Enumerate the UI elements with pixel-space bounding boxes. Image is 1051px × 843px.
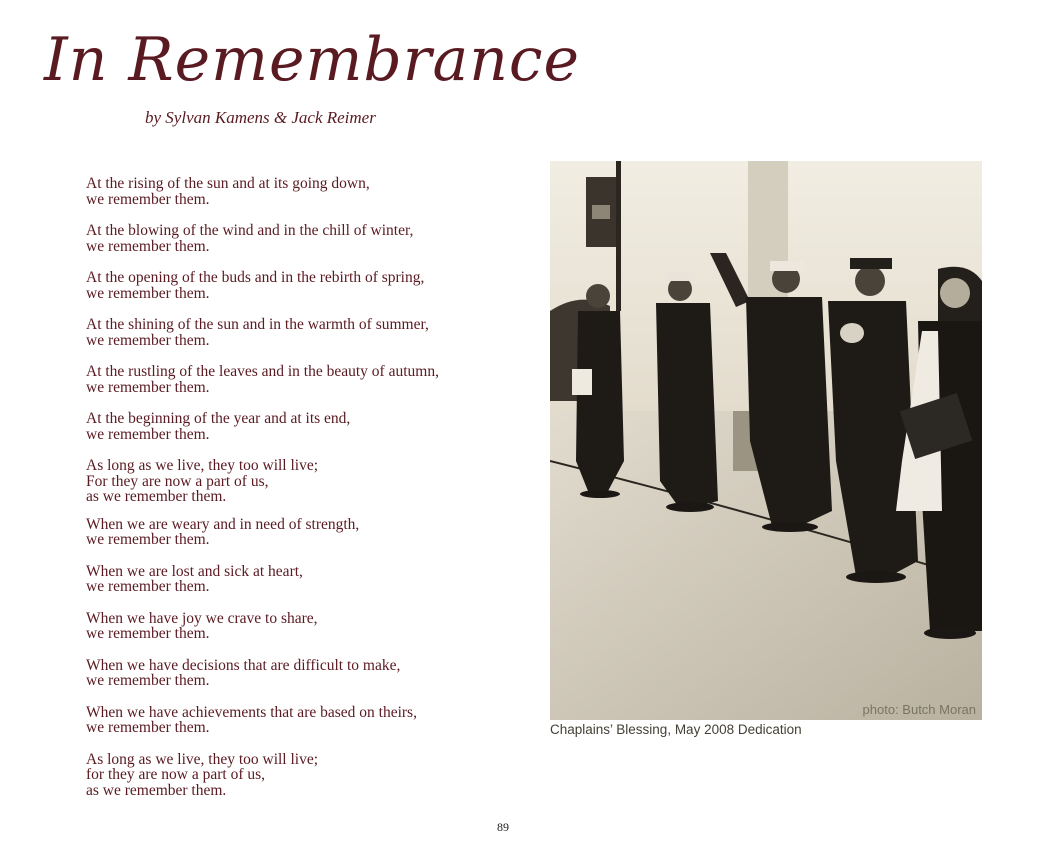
poem-stanza [86,611,506,642]
poem-stanza [86,317,506,348]
poem-line: for they are now a part of us, [86,766,266,783]
poem-line: When we are weary and in need of strength, [86,515,360,533]
poem-line: When we have achievements that are based on theirs, [86,703,417,721]
poem-line: At the beginning of the year and at its end, [86,410,351,427]
poem-line: as we remember them. [86,781,227,799]
poem-stanza [86,364,506,395]
page-number: 89 [497,820,509,834]
poem-line: At the rising of the sun and at its going down, [86,175,370,192]
poem-line: For they are now a part of us, [86,472,269,490]
poem-line: we remember them. [86,719,210,736]
poem-body [86,176,506,814]
poem-stanza [86,270,506,301]
chaplains-blessing-photo [550,161,982,720]
poem-line: When we are lost and sick at heart, [86,562,303,580]
poem-line: At the shining of the sun and in the warmth of summer, [86,316,429,333]
poem-line: At the blowing of the wind and in the chill of winter, [86,222,414,239]
poem-stanza [86,517,506,548]
poem-line: we remember them. [86,531,210,548]
poem-line: as we remember them. [86,488,227,505]
poem-stanza [86,752,506,799]
poem-stanza [86,223,506,254]
poem-line: As long as we live, they too will live; [86,750,319,768]
poem-line: we remember them. [86,578,210,595]
author-byline: by Sylvan Kamens & Jack Reimer [145,108,376,127]
photo-credit: photo: Butch Moran [862,702,976,717]
poem-line: we remember them. [86,425,210,443]
poem-line: we remember them. [86,331,210,349]
poem-stanza [86,176,506,207]
photo-illustration [550,161,982,720]
poem-stanza [86,705,506,736]
poem-line: At the opening of the buds and in the rebirth of spring, [86,269,425,286]
poem-line: we remember them. [86,378,210,396]
poem-stanza [86,458,506,505]
poem-line: When we have joy we crave to share, [86,609,318,627]
poem-line: At the rustling of the leaves and in the beauty of autumn, [86,363,439,380]
page-title: In Remembrance [44,25,581,95]
poem-line: we remember them. [86,284,210,302]
poem-stanza [86,564,506,595]
poem-line: we remember them. [86,672,210,689]
poem-line: When we have decisions that are difficult to make, [86,656,401,674]
poem-line: we remember them. [86,237,210,255]
photo-caption: Chaplains’ Blessing, May 2008 Dedication [550,722,802,737]
poem-line: we remember them. [86,625,210,642]
poem-line: we remember them. [86,190,210,208]
poem-stanza [86,411,506,442]
poem-line: As long as we live, they too will live; [86,457,319,474]
poem-stanza [86,658,506,689]
